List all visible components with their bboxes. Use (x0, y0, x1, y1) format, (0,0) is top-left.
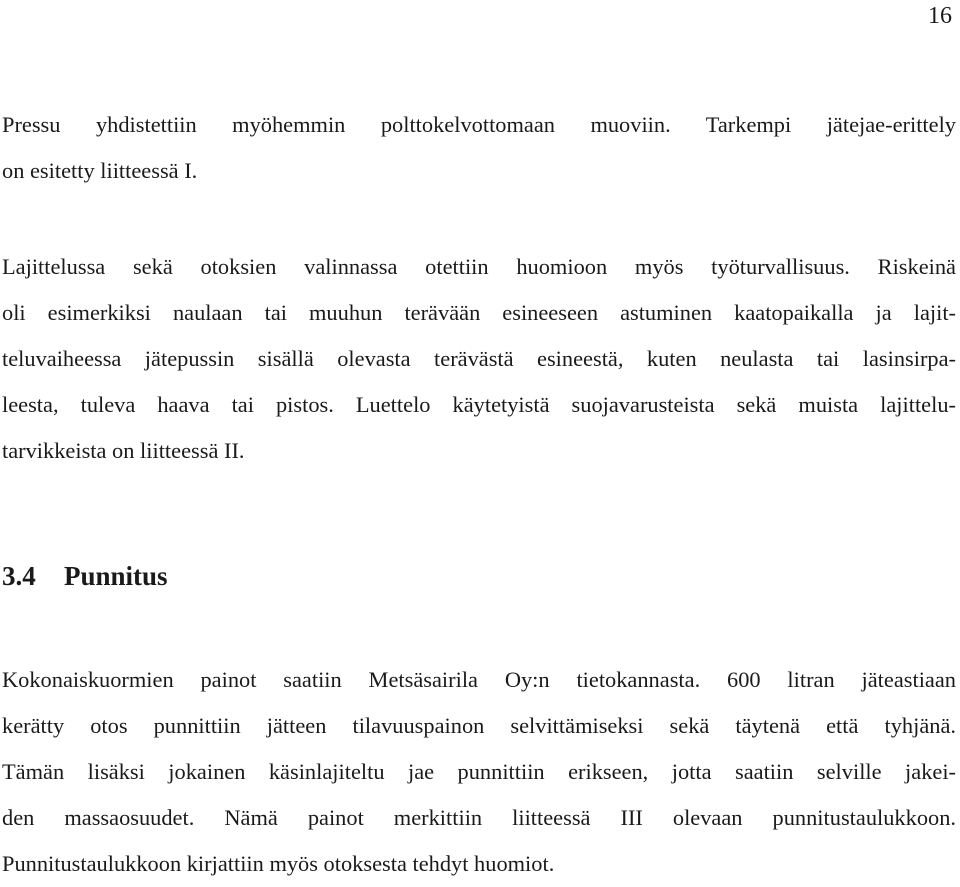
text-line: tarvikkeista on liitteessä II. (2, 438, 245, 463)
text-line: oli esimerkiksi naulaan tai muuhun terävään esineeseen astuminen kaatopaikalla ja lajit- (2, 300, 956, 325)
text-line: on esitetty liitteessä I. (2, 158, 198, 183)
text-line: Tämän lisäksi jokainen käsinlajiteltu jae punnittiin erikseen, jotta saatiin selville jakei- (2, 759, 956, 784)
text-line: leesta, tuleva haava tai pistos. Luettelo käytetyistä suojavarusteista sekä muista lajittelu- (2, 392, 956, 417)
paragraph-work-safety (2, 244, 956, 474)
text-line: Punnitustaulukkoon kirjattiin myös otoksesta tehdyt huomiot. (2, 851, 555, 876)
text-line: Pressu yhdistettiin myöhemmin polttokelvottomaan muoviin. Tarkempi jätejae-erittely (2, 112, 956, 137)
paragraph-waste-fraction-note (2, 102, 956, 194)
section-title: Punnitus (64, 561, 168, 591)
section-heading (2, 556, 168, 596)
text-line: Lajittelussa sekä otoksien valinnassa otettiin huomioon myös työturvallisuus. Riskeinä (2, 254, 956, 279)
text-line: Kokonaiskuormien painot saatiin Metsäsairila Oy:n tietokannasta. 600 litran jäteastiaan (2, 667, 956, 692)
text-line: den massaosuudet. Nämä painot merkittiin liitteessä III olevaan punnitustaulukkoon. (2, 805, 956, 830)
paragraph-weighing (2, 657, 956, 887)
text-line: teluvaiheessa jätepussin sisällä olevasta terävästä esineestä, kuten neulasta tai lasinsirpa- (2, 346, 956, 371)
text-line: kerätty otos punnittiin jätteen tilavuuspainon selvittämiseksi sekä täytenä että tyhjänä. (2, 713, 956, 738)
section-number: 3.4 (2, 561, 36, 591)
page-number: 16 (928, 3, 952, 29)
